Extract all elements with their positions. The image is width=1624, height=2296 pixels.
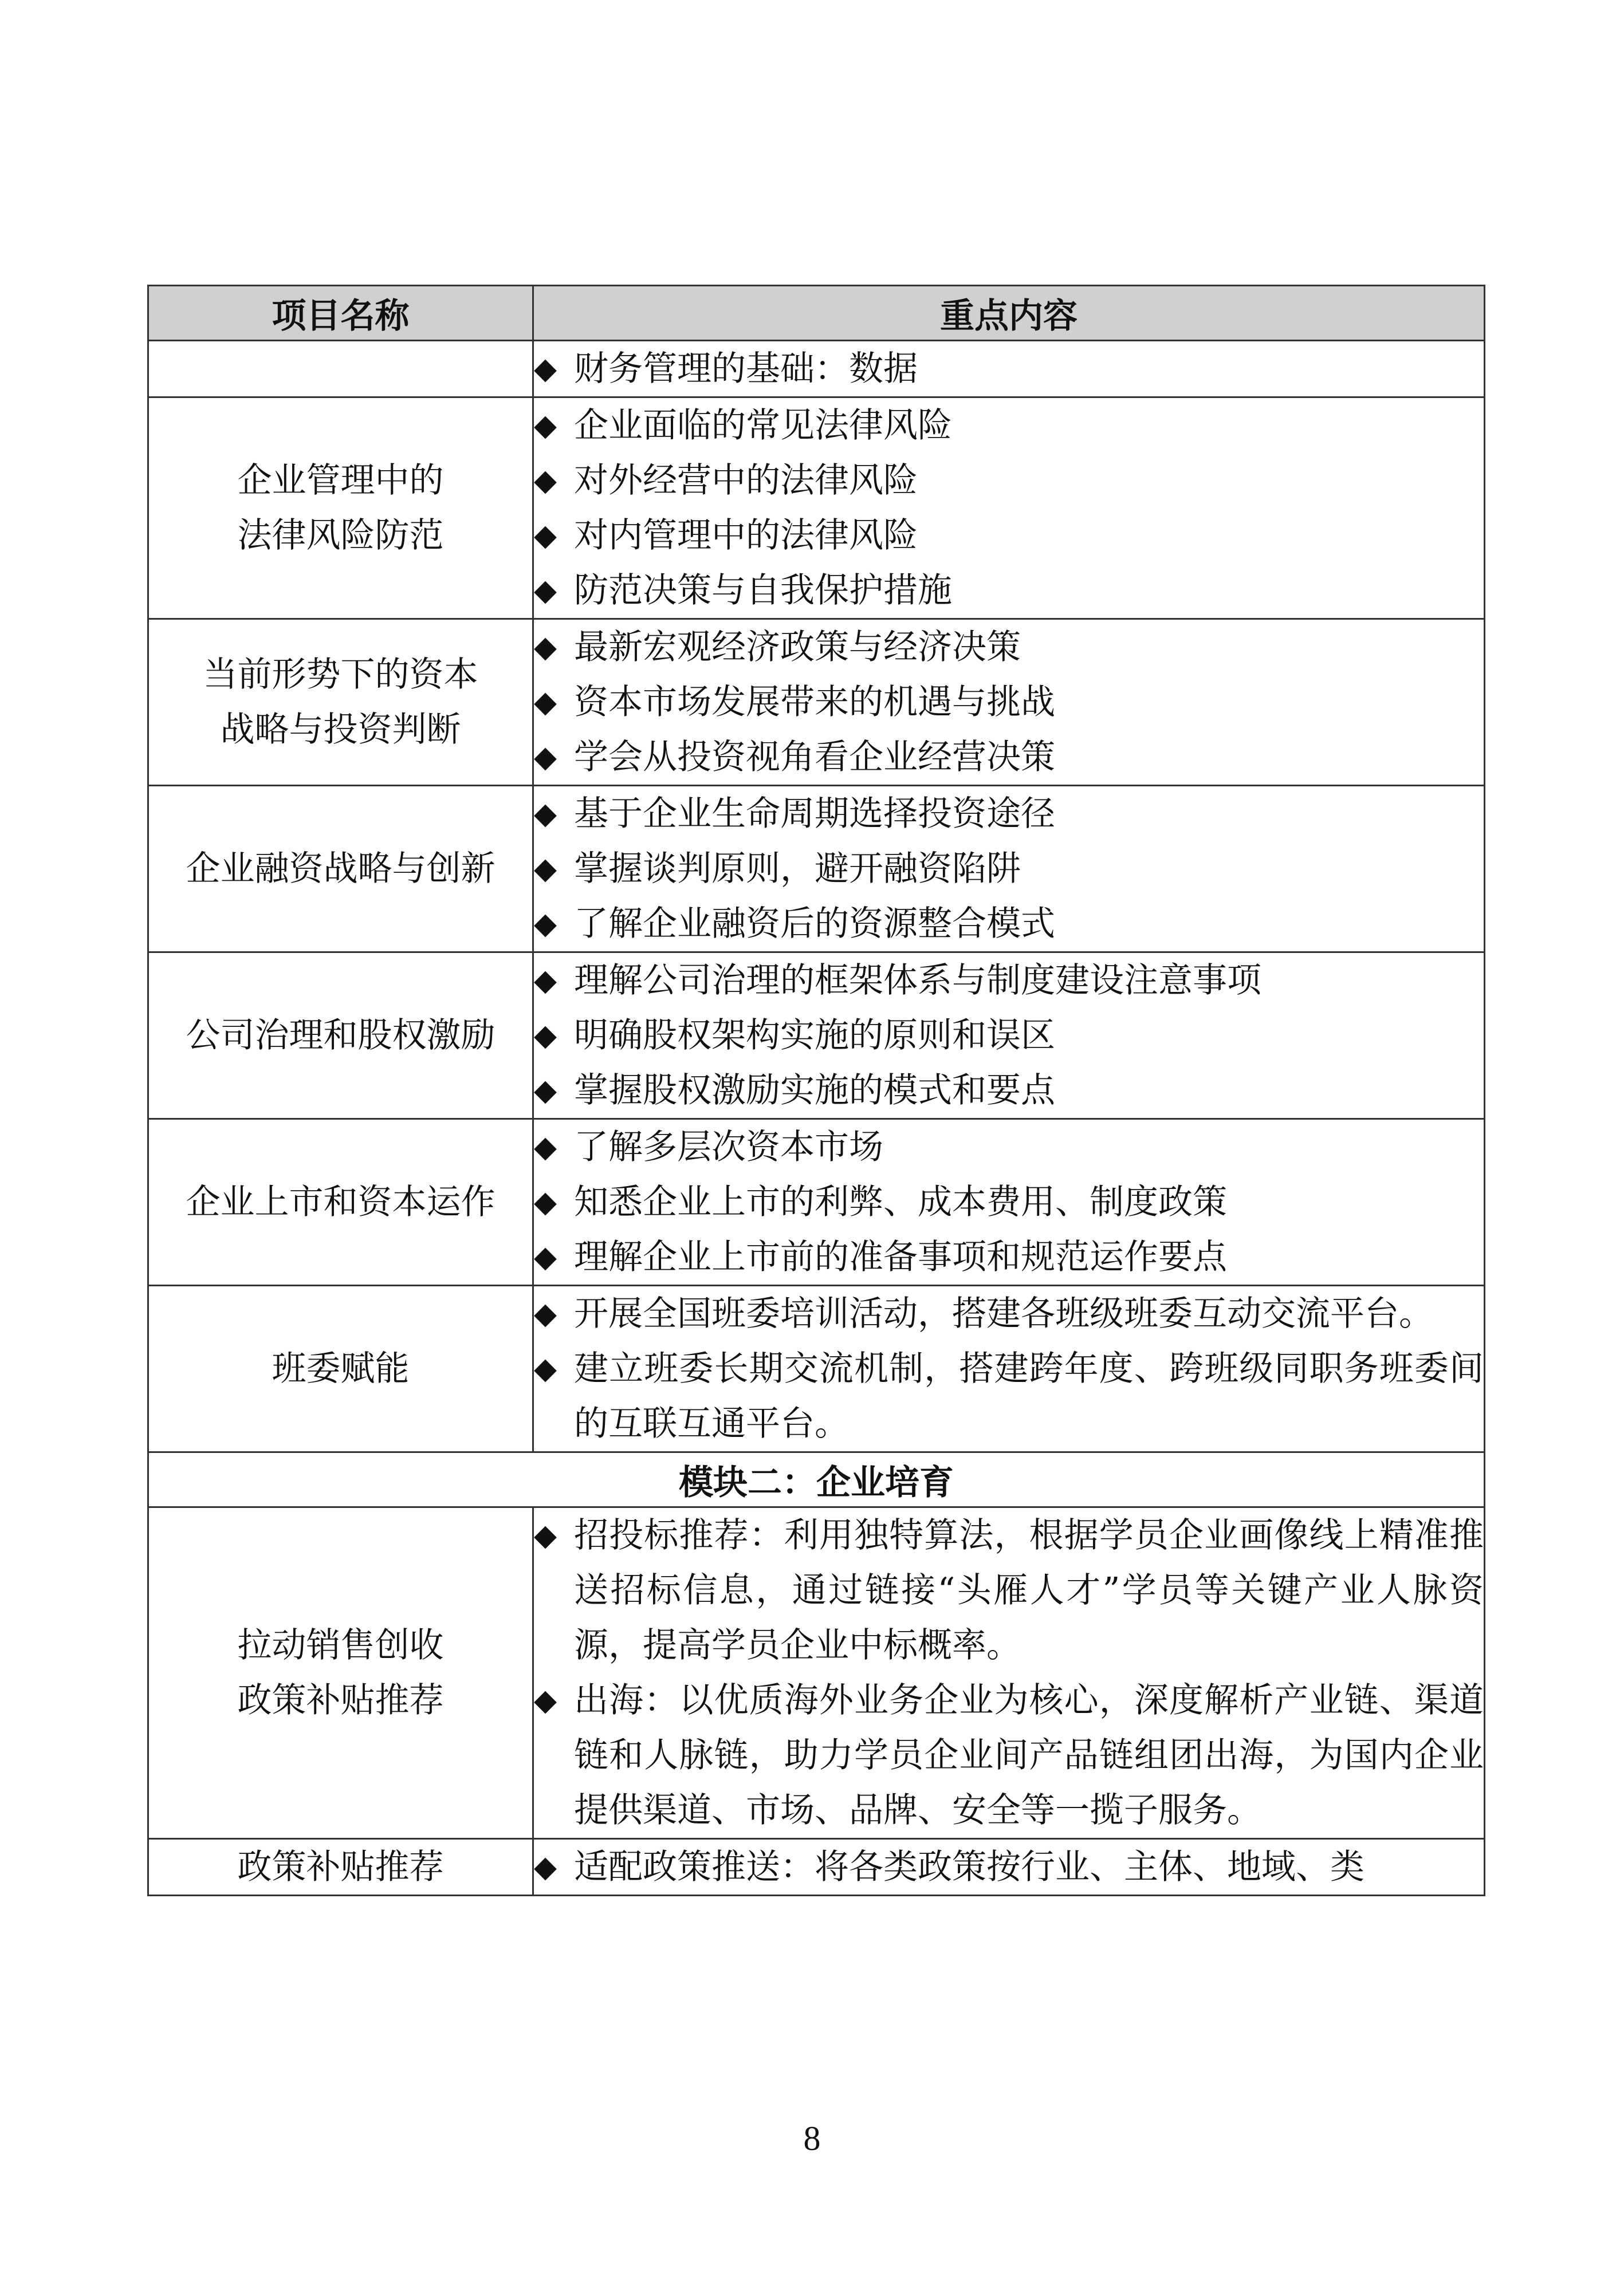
bullet-text: 防范决策与自我保护措施: [574, 570, 952, 611]
diamond-bullet-icon: ◆: [534, 740, 557, 774]
content-bullet: [534, 1063, 1484, 1118]
diamond-bullet-icon: ◆: [534, 1130, 557, 1164]
module-row: [148, 1452, 1485, 1507]
project-name-cell: [148, 397, 533, 619]
table-row: [148, 1119, 1485, 1286]
bullet-text: 适配政策推送：将各类政策按行业、主体、地域、类: [574, 1847, 1365, 1887]
project-name-line: 班委赋能: [272, 1349, 410, 1389]
key-content-cell: [533, 397, 1485, 619]
content-bullet: [534, 1008, 1484, 1063]
bullet-text: 明确股权架构实施的原则和误区: [574, 1015, 1055, 1056]
project-name-cell: [148, 1507, 533, 1839]
content-bullet: [534, 1286, 1484, 1341]
content-bullet: [534, 953, 1484, 1008]
diamond-bullet-icon: ◆: [534, 907, 557, 941]
bullet-text: 出海：以优质海外业务企业为核心，深度解析产业链、渠道链和人脉链，助力学员企业间产品链组团出海，为国内企业提供渠道、市场、品牌、安全等一揽子服务。: [574, 1680, 1484, 1830]
bullet-text: 建立班委长期交流机制，搭建跨年度、跨班级同职务班委间的互联互通平台。: [574, 1349, 1484, 1444]
diamond-bullet-icon: ◆: [534, 963, 557, 998]
diamond-bullet-icon: ◆: [534, 1073, 557, 1108]
diamond-bullet-icon: ◆: [534, 1683, 557, 1718]
bullet-text: 掌握股权激励实施的模式和要点: [574, 1070, 1055, 1110]
table-row: [148, 952, 1485, 1119]
content-bullet: [534, 398, 1484, 453]
bullet-text: 资本市场发展带来的机遇与挑战: [574, 682, 1055, 722]
key-content-cell: [533, 341, 1485, 397]
project-name-line: 企业上市和资本运作: [186, 1182, 496, 1222]
table-row: [148, 1839, 1485, 1896]
project-name-line: 拉动销售创收: [237, 1625, 444, 1665]
content-bullet: [534, 1508, 1484, 1673]
table-row: [148, 1507, 1485, 1839]
content-bullet: [534, 508, 1484, 563]
table-header-row: [148, 286, 1485, 341]
bullet-text: 了解多层次资本市场: [574, 1127, 883, 1167]
project-name-line: 政策补贴推荐: [237, 1847, 444, 1887]
table-row: [148, 397, 1485, 619]
project-name-cell: [148, 619, 533, 786]
bullet-text: 财务管理的基础：数据: [574, 349, 918, 389]
bullet-text: 对外经营中的法律风险: [574, 460, 918, 501]
project-name-cell: [148, 1839, 533, 1896]
content-bullet: [534, 675, 1484, 730]
key-content-cell: [533, 1119, 1485, 1286]
diamond-bullet-icon: ◆: [534, 408, 557, 443]
content-bullet: [534, 1175, 1484, 1230]
content-bullet: [534, 341, 1484, 396]
bullet-text: 理解企业上市前的准备事项和规范运作要点: [574, 1237, 1227, 1277]
diamond-bullet-icon: ◆: [534, 573, 557, 608]
diamond-bullet-icon: ◆: [534, 1018, 557, 1053]
bullet-text: 掌握谈判原则，避开融资陷阱: [574, 849, 1021, 889]
bullet-text: 基于企业生命周期选择投资途径: [574, 794, 1055, 834]
key-content-cell: [533, 1286, 1485, 1452]
diamond-bullet-icon: ◆: [534, 1185, 557, 1219]
bullet-text: 理解公司治理的框架体系与制度建设注意事项: [574, 960, 1261, 1001]
project-name-cell: [148, 341, 533, 397]
diamond-bullet-icon: ◆: [534, 1352, 557, 1386]
content-bullet: [534, 1840, 1484, 1895]
diamond-bullet-icon: ◆: [534, 1240, 557, 1274]
content-bullet: [534, 1673, 1484, 1838]
course-table: [147, 285, 1485, 1896]
module-title: 模块二：企业培育: [148, 1452, 1485, 1507]
project-name-line: 当前形势下的资本: [203, 655, 478, 695]
key-content-cell: [533, 952, 1485, 1119]
table-row: [148, 786, 1485, 952]
project-name-cell: [148, 1286, 533, 1452]
header-key-content: 重点内容: [533, 286, 1485, 341]
content-bullet: [534, 563, 1484, 618]
content-bullet: [534, 786, 1484, 841]
content-bullet: [534, 1120, 1484, 1175]
content-bullet: [534, 730, 1484, 785]
content-bullet: [534, 1230, 1484, 1285]
diamond-bullet-icon: ◆: [534, 852, 557, 886]
project-name-line: 政策补贴推荐: [237, 1680, 444, 1720]
table-row: [148, 1286, 1485, 1452]
content-bullet: [534, 896, 1484, 951]
bullet-text: 了解企业融资后的资源整合模式: [574, 904, 1055, 944]
project-name-cell: [148, 952, 533, 1119]
bullet-text: 知悉企业上市的利弊、成本费用、制度政策: [574, 1182, 1227, 1222]
bullet-text: 企业面临的常见法律风险: [574, 405, 952, 446]
diamond-bullet-icon: ◆: [534, 352, 557, 386]
bullet-text: 最新宏观经济政策与经济决策: [574, 627, 1021, 667]
content-bullet: [534, 453, 1484, 508]
page-number: 8: [803, 2120, 821, 2157]
bullet-text: 学会从投资视角看企业经营决策: [574, 737, 1055, 777]
project-name-line: 法律风险防范: [237, 515, 444, 556]
project-name-line: 企业管理中的: [237, 460, 444, 501]
bullet-text: 开展全国班委培训活动，搭建各班级班委互动交流平台。: [574, 1294, 1433, 1334]
content-bullet: [534, 620, 1484, 675]
project-name-cell: [148, 1119, 533, 1286]
project-name-cell: [148, 786, 533, 952]
diamond-bullet-icon: ◆: [534, 1297, 557, 1331]
content-bullet: [534, 1341, 1484, 1451]
table-row: [148, 341, 1485, 397]
bullet-text: 招投标推荐：利用独特算法，根据学员企业画像线上精准推送招标信息，通过链接“头雁人才”学员等关键产业人脉资源，提高学员企业中标概率。: [574, 1515, 1484, 1665]
content-bullet: [534, 841, 1484, 896]
project-name-line: 战略与投资判断: [220, 710, 461, 750]
project-name-line: 企业融资战略与创新: [186, 849, 496, 889]
diamond-bullet-icon: ◆: [534, 797, 557, 831]
diamond-bullet-icon: ◆: [534, 518, 557, 553]
table-body-module-two: [148, 1507, 1485, 1896]
header-project-name: 项目名称: [148, 286, 533, 341]
key-content-cell: [533, 1507, 1485, 1839]
diamond-bullet-icon: ◆: [534, 463, 557, 498]
key-content-cell: [533, 786, 1485, 952]
table-body: [148, 341, 1485, 1452]
diamond-bullet-icon: ◆: [534, 1850, 557, 1884]
key-content-cell: [533, 619, 1485, 786]
diamond-bullet-icon: ◆: [534, 1518, 557, 1553]
table-row: [148, 619, 1485, 786]
bullet-text: 对内管理中的法律风险: [574, 515, 918, 556]
diamond-bullet-icon: ◆: [534, 630, 557, 664]
diamond-bullet-icon: ◆: [534, 685, 557, 719]
key-content-cell: [533, 1839, 1485, 1896]
project-name-line: 公司治理和股权激励: [186, 1015, 496, 1056]
